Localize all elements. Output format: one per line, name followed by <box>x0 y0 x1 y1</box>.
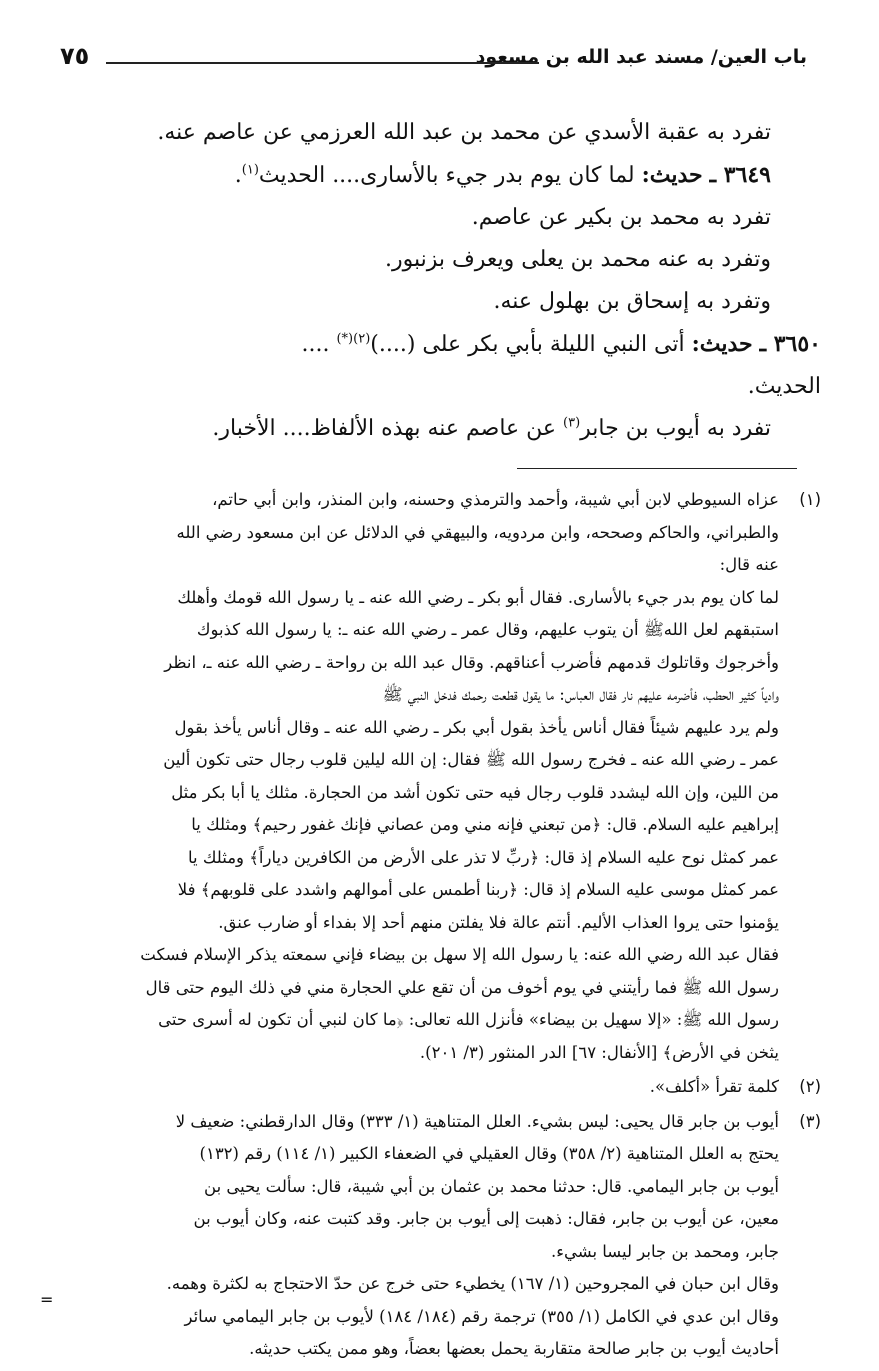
footnote-mark: (١) <box>799 490 821 509</box>
footnotes <box>58 484 821 1368</box>
footnote-line: معين، عن أيوب بن جابر، فقال: ذهبت إلى أيوب بن جابر. وقد كتبت عنه، وكان أيوب بن <box>193 1209 779 1228</box>
footnote <box>58 484 821 1069</box>
text-line: تفرد به محمد بن بكير عن عاصم. <box>471 205 771 230</box>
page-number: ٧٥ <box>60 42 90 70</box>
footnote-line: يثخن في الأرض﴾ [الأنفال: ٦٧] الدر المنثور (٣/ ٢٠١). <box>419 1042 779 1062</box>
hadith-number: ٣٦٥٠ ـ <box>759 331 821 357</box>
text-line: وتفرد به إسحاق بن بهلول عنه. <box>493 289 771 314</box>
hadith-label: حديث: <box>641 162 703 188</box>
footnote-line: استبقهم لعل اللهﷺ أن يتوب عليهم، وقال عمر ـ رضي الله عنه ـ: يا رسول الله كذبوك <box>196 620 779 639</box>
footnote-line: يحتج به العلل المتناهية (٢/ ٣٥٨) وقال العقيلي في الضعفاء الكبير (١/ ١١٤) رقم (١٣٢) <box>199 1144 779 1163</box>
footnote-line: عزاه السيوطي لابن أبي شيبة، وأحمد والترمذي وحسنه، وابن المنذر، وابن أبي حاتم، <box>212 490 779 509</box>
footnote-ref: (٢)(*) <box>336 331 371 347</box>
footnote-line: وادياً كثير الحطب، فأضرمه عليهم نار فقال العباس: ما يقول قطعت رحمك فدخل النبي ﷺ <box>382 685 779 704</box>
hadith-entry-3650 <box>72 323 821 366</box>
footnote-line: يؤمنوا حتى يروا العذاب الأليم. أنتم عالة فلا يفلتن منهم أحد إلا بفداء أو ضارب عنق. <box>218 912 779 932</box>
text-end: . <box>234 163 242 188</box>
footnote-line: عمر كمثل نوح عليه السلام إذ قال: ﴿ربِّ لا تذر على الأرض من الكافرين دياراً﴾ ومثلك يا <box>188 847 779 867</box>
margin-mark: = <box>40 1290 54 1309</box>
hadith-text: لما كان يوم بدر جيء بالأسارى.... الحديث <box>258 163 635 188</box>
text-line: تفرد به عقبة الأسدي عن محمد بن عبد الله العرزمي عن عاصم عنه. <box>157 120 771 145</box>
footnote-line: إبراهيم عليه السلام. قال: ﴿من تبعني فإنه مني ومن عصاني فإنك غفور رحيم﴾ ومثلك يا <box>191 815 779 834</box>
header-rule <box>106 62 539 64</box>
footnote-line: ولم يرد عليهم شيئاً فقال أناس يأخذ بقول أبي بكر ـ رضي الله عنه ـ وقال أناس يأخذ بقول <box>174 717 779 737</box>
footnote-line: فقال عبد الله رضي الله عنه: يا رسول الله إلا سهل بن بيضاء فإني سمعته يذكر الإسلام فسكت <box>140 945 779 964</box>
footnote-line: جابر، ومحمد بن جابر ليسا بشيء. <box>550 1241 779 1261</box>
footnote-line: أيوب بن جابر اليمامي. قال: حدثنا محمد بن عثمان بن أبي شيبة، قال: سألت يحيى بن <box>204 1176 779 1196</box>
footnote-line: لما كان يوم بدر جيء بالأسارى. فقال أبو بكر ـ رضي الله عنه ـ يا رسول الله قومك وأهلك <box>177 587 779 607</box>
text-span: عن عاصم عنه بهذه الألفاظ.... الأخبار. <box>212 416 557 441</box>
footnote-mark: (٣) <box>799 1111 821 1131</box>
footnote-line: عمر كمثل موسى عليه السلام إذ قال: ﴿ربنا أطمس على أموالهم واشدد على قلوبهم﴾ فلا <box>177 880 779 899</box>
footnote-line: أحاديث أيوب بن جابر صالحة متقاربة يحمل بعضها بعضاً، وهو ممن يكتب حديثه. <box>249 1339 779 1358</box>
hadith-text: أتى النبي الليلة بأبي بكر على (....) <box>370 332 685 357</box>
footnote-mark: (٢) <box>799 1077 821 1096</box>
text-line: الحديث. <box>747 374 821 399</box>
footnote-line: رسول الله ﷺ: «إلا سهيل بن بيضاء» فأنزل الله تعالى: ﴿ما كان لنبي أن تكون له أسرى حتى <box>158 1010 779 1029</box>
footnote-ref: (٣) <box>563 415 581 431</box>
running-header <box>60 42 807 76</box>
footnote-line: كلمة تقرأ «أكلف». <box>649 1077 779 1096</box>
chapter-title: باب العين/ مسند عبد الله بن مسعود <box>475 46 807 68</box>
footnote-line: والطبراني، والحاكم وصححه، وابن مردويه، والبيهقي في الدلائل عن ابن مسعود رضي الله <box>176 522 779 542</box>
footnote-ref: (١) <box>241 162 259 178</box>
footnote-line: رسول الله ﷺ فما رأيتني في يوم أخوف من أن تقع علي الحجارة مني في ذلك اليوم حتى قال <box>145 977 779 997</box>
footnote-line: من اللين، وإن الله ليشدد قلوب رجال فيه حتى تكون أشد من الحجارة. مثلك يا أبا بكر مثل <box>171 782 779 802</box>
hadith-entry-3649 <box>72 154 771 197</box>
footnote-line: أيوب بن جابر قال يحيى: ليس بشيء. العلل المتناهية (١/ ٣٣٣) وقال الدارقطني: ضعيف لا <box>175 1111 779 1131</box>
footnote-line: عمر ـ رضي الله عنه ـ فخرج رسول الله ﷺ فقال: إن الله ليلين قلوب رجال حتى تكون ألين <box>163 750 779 769</box>
footnote <box>58 1106 821 1366</box>
text-span: تفرد به أيوب بن جابر <box>580 416 771 441</box>
text-line <box>72 408 771 450</box>
footnote-line: عنه قال: <box>719 555 779 574</box>
footnote-line: وأخرجوك وقاتلوك قدمهم فأضرب أعناقهم. وقال عبد الله بن رواحة ـ رضي الله عنه ـ، انظر <box>164 652 779 672</box>
main-text <box>72 112 821 450</box>
footnote <box>58 1071 821 1104</box>
footnote-line: وقال ابن حبان في المجروحين (١/ ١٦٧) يخطيء حتى خرج عن حدّ الاحتجاج به لكثرة وهمه. <box>166 1274 779 1293</box>
footnote-line: وقال ابن عدي في الكامل (١/ ٣٥٥) ترجمة رقم (١٨٤/ ١٨٤) لأيوب بن جابر اليمامي سائر <box>184 1306 779 1326</box>
text-end: .... <box>301 332 330 357</box>
hadith-number: ٣٦٤٩ ـ <box>709 162 771 188</box>
hadith-label: حديث: <box>691 331 753 357</box>
footnote-separator <box>517 468 797 469</box>
text-line: وتفرد به عنه محمد بن يعلى ويعرف بزنبور. <box>384 247 771 272</box>
